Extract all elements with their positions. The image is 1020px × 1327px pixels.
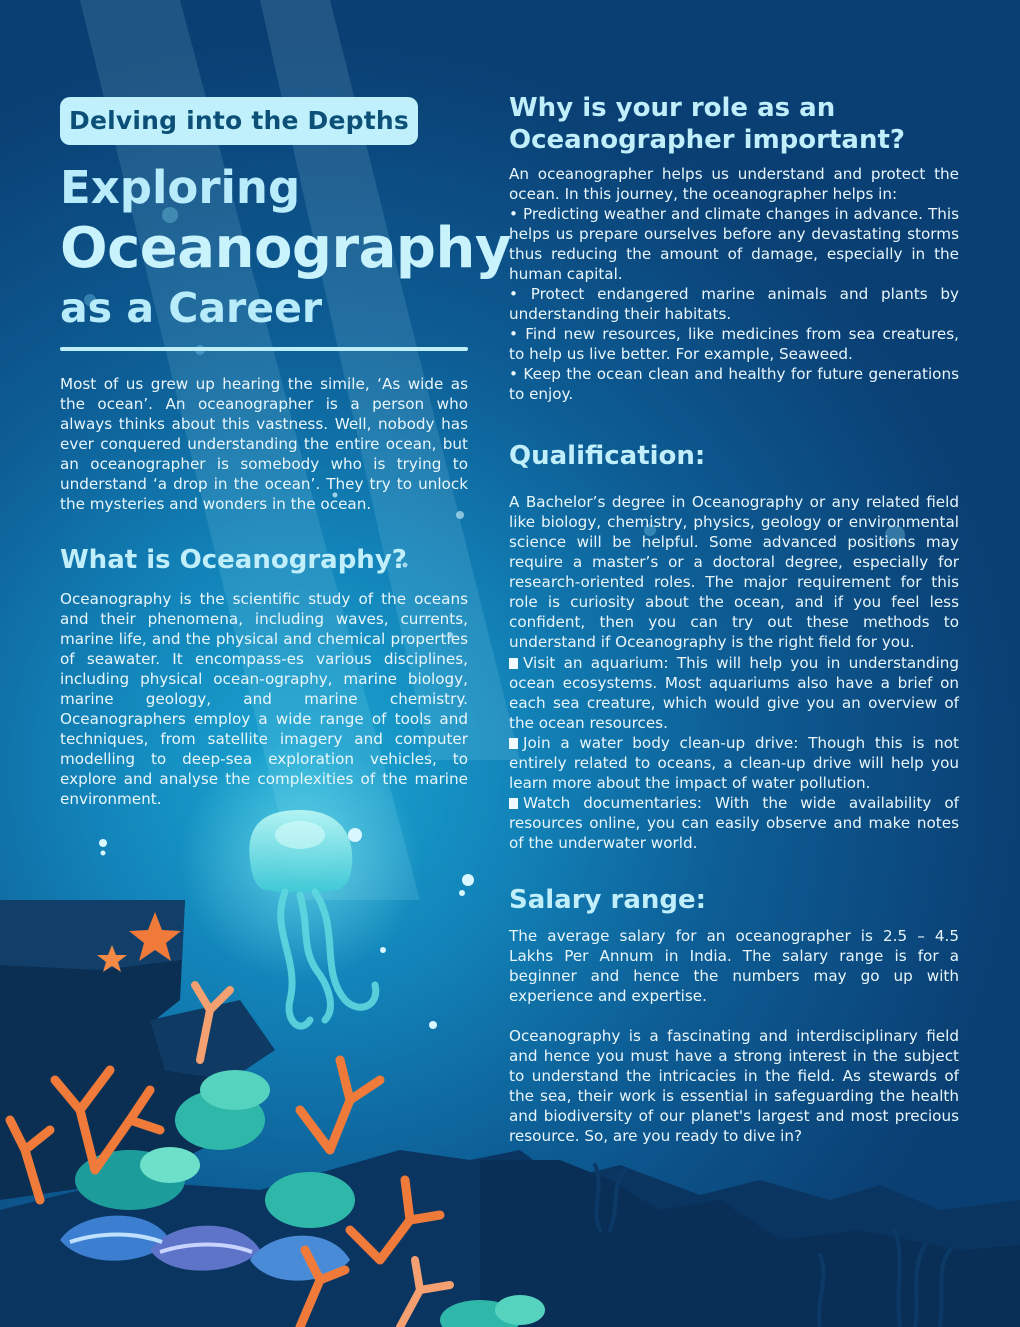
section-tag: Delving into the Depths [60, 97, 418, 145]
square-bullet-icon [509, 738, 518, 749]
closing-paragraph: Oceanography is a fascinating and interdisciplinary field and hence you must have a strong interest in the subject to understand the intricacies in the field. As stewards of the sea, their work is essential in safeguarding the health and biodiversity of our planet's largest and most precious resource. So, are you ready to dive in? [509, 1027, 959, 1145]
list-item [509, 653, 959, 733]
why-section [509, 92, 959, 404]
qualification-section [509, 440, 959, 853]
list-item-text: Visit an aquarium: This will help you in understanding ocean ecosystems. Most aquariums also have a brief on each sea creature, which would give you an overview of the ocean resources. [509, 654, 959, 732]
salary-heading: Salary range: [509, 885, 707, 915]
what-heading: What is Oceanography? [60, 545, 407, 575]
qualification-paragraph: A Bachelor’s degree in Oceanography or any related field like biology, chemistry, physics, geology or environmental science will be helpful. Some advanced positions may require a master’s or a doctoral degree, especially for research-oriented roles. The major requirement for this role is curiosity about the ocean, and if you feel less confident, then you can try out these methods to understand if Oceanography is the right field for you. [509, 493, 959, 651]
list-item: • Protect endangered marine animals and plants by understanding their habitats. [509, 285, 959, 323]
title-divider [60, 347, 468, 351]
why-heading-line1: Why is your role as an [509, 93, 836, 123]
salary-section [509, 884, 959, 1146]
list-item: • Predicting weather and climate changes in advance. This helps us prepare ourselves before any devastating storms thus reducing the amount of damage, especially in the human capital. [509, 205, 959, 283]
square-bullet-icon [509, 658, 518, 669]
list-item [509, 733, 959, 793]
qualification-list [509, 653, 959, 853]
list-item [509, 793, 959, 853]
square-bullet-icon [509, 798, 518, 809]
why-list [509, 204, 959, 404]
intro-paragraph: Most of us grew up hearing the simile, ‘As wide as the ocean’. An oceanographer is a person who always thinks about this vastness. Well, nobody has ever conquered understanding the entire ocean, but an oceanographer is somebody who is trying to understand ‘a drop in the ocean’. They try to unlock the mysteries and wonders in the ocean. [60, 375, 468, 513]
page-title-line1: Exploring [60, 161, 301, 214]
page-title-line3: as a Career [60, 284, 323, 332]
salary-paragraph: The average salary for an oceanographer is 2.5 – 4.5 Lakhs Per Annum in India. The salary range is for a beginner and hence the numbers may go up with experience and expertise. [509, 927, 959, 1005]
why-heading-line2: Oceanographer important? [509, 125, 905, 155]
page-title-line2: Oceanography [60, 216, 511, 281]
list-item: • Keep the ocean clean and healthy for future generations to enjoy. [509, 365, 959, 403]
qualification-heading: Qualification: [509, 441, 706, 471]
list-item: • Find new resources, like medicines from sea creatures, to help us live better. For example, Seaweed. [509, 325, 959, 363]
why-heading [509, 92, 959, 156]
list-item-text: Join a water body clean-up drive: Though this is not entirely related to oceans, a clean-up drive will help you learn more about the impact of water pollution. [509, 734, 959, 792]
why-intro: An oceanographer helps us understand and protect the ocean. In this journey, the oceanographer helps in: [509, 165, 959, 203]
what-paragraph: Oceanography is the scientific study of the oceans and their phenomena, including waves, currents, marine life, and the physical and chemical properties of seawater. It encompass-es various disciplines, including physical ocean-ography, marine biology, marine geology, and marine chemistry. Oceanographers employ a wide range of tools and techniques, from satellite imagery and computer modelling to deep-sea exploration vehicles, to explore and analyse the complexities of the marine environment. [60, 590, 468, 808]
list-item-text: Watch documentaries: With the wide availability of resources online, you can easily observe and make notes of the underwater world. [509, 794, 959, 852]
